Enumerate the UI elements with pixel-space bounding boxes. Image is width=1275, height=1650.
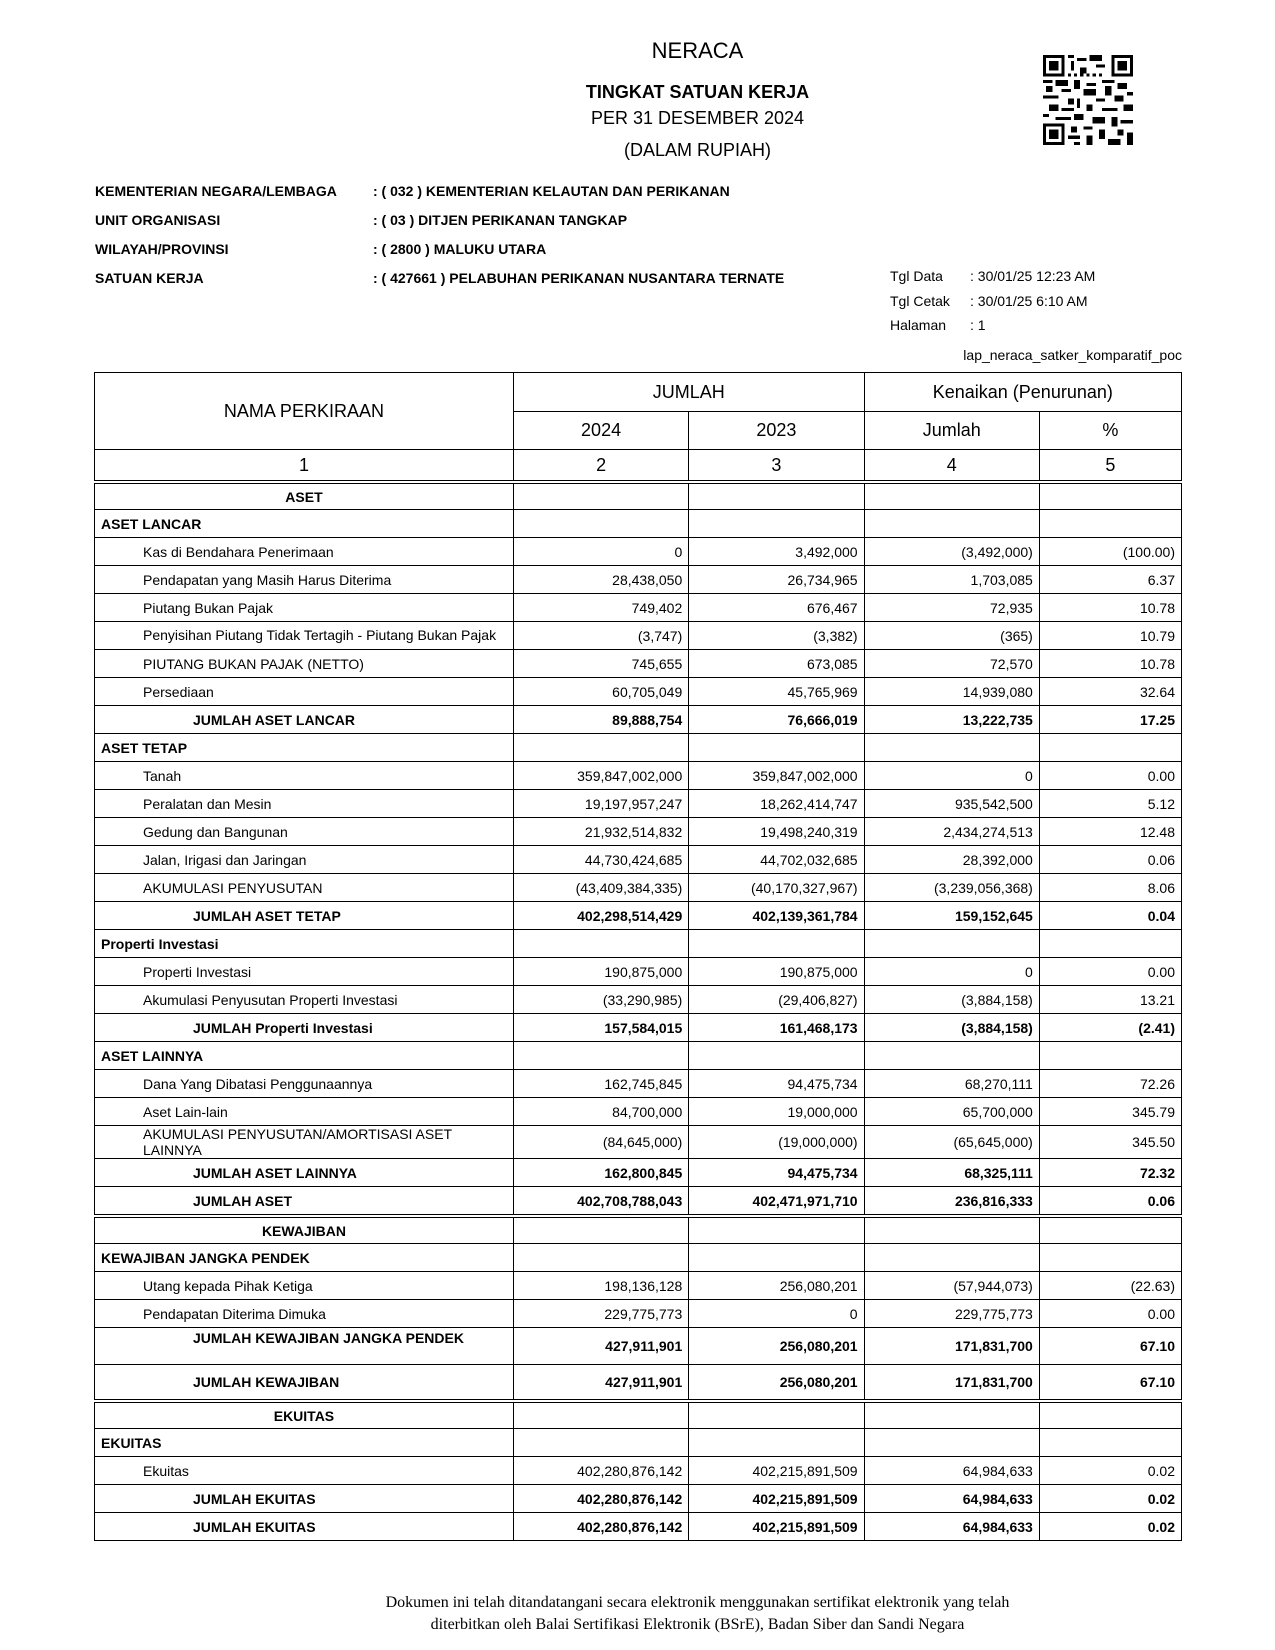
value-2023: 676,467 [689, 594, 864, 622]
value-2024: (43,409,384,335) [513, 874, 688, 902]
table-row [95, 538, 1182, 566]
value-2023: 190,875,000 [689, 958, 864, 986]
value-diff [864, 1244, 1039, 1272]
table-row [95, 1187, 1182, 1217]
value-2024: 229,775,773 [513, 1300, 688, 1328]
value-pct: 0.00 [1039, 762, 1181, 790]
value-diff: (65,645,000) [864, 1126, 1039, 1159]
value-diff: 68,325,111 [864, 1159, 1039, 1187]
value-2024: 157,584,015 [513, 1014, 688, 1042]
value-2024: 19,197,957,247 [513, 790, 688, 818]
value-2023: 673,085 [689, 650, 864, 678]
account-name: ASET LANCAR [95, 510, 514, 538]
value-2023: 94,475,734 [689, 1159, 864, 1187]
value-diff [864, 482, 1039, 510]
account-name: Utang kepada Pihak Ketiga [95, 1272, 514, 1300]
table-row [95, 566, 1182, 594]
value-2024: 402,280,876,142 [513, 1485, 688, 1513]
value-diff [864, 1429, 1039, 1457]
account-name: JUMLAH Properti Investasi [95, 1014, 514, 1042]
value-2023: 44,702,032,685 [689, 846, 864, 874]
account-name: PIUTANG BUKAN PAJAK (NETTO) [95, 650, 514, 678]
account-name: AKUMULASI PENYUSUTAN [95, 874, 514, 902]
header-kenaikan: Kenaikan (Penurunan) [864, 373, 1181, 412]
account-name: JUMLAH EKUITAS [95, 1513, 514, 1541]
value-2023: 402,215,891,509 [689, 1457, 864, 1485]
table-row [95, 678, 1182, 706]
account-name: Pendapatan Diterima Dimuka [95, 1300, 514, 1328]
value-2024: (3,747) [513, 622, 688, 650]
value-pct: 0.04 [1039, 902, 1181, 930]
value-diff: 171,831,700 [864, 1328, 1039, 1365]
account-name: Piutang Bukan Pajak [95, 594, 514, 622]
value-pct: 12.48 [1039, 818, 1181, 846]
value-2023: 256,080,201 [689, 1328, 864, 1365]
col-number-5: 5 [1039, 450, 1181, 483]
table-row [95, 1513, 1182, 1541]
value-pct: 0.00 [1039, 958, 1181, 986]
value-2023: 256,080,201 [689, 1272, 864, 1300]
value-2024: 402,280,876,142 [513, 1513, 688, 1541]
value-2024: 44,730,424,685 [513, 846, 688, 874]
value-diff: 68,270,111 [864, 1070, 1039, 1098]
value-2024: 162,800,845 [513, 1159, 688, 1187]
table-body [95, 482, 1182, 1541]
value-pct: 10.78 [1039, 650, 1181, 678]
table-row [95, 986, 1182, 1014]
value-diff: 171,831,700 [864, 1365, 1039, 1402]
table-row [95, 1159, 1182, 1187]
value-2024: 21,932,514,832 [513, 818, 688, 846]
value-pct: 0.02 [1039, 1457, 1181, 1485]
account-name: KEWAJIBAN [95, 1216, 514, 1244]
value-pct [1039, 1429, 1181, 1457]
value-2024: 402,298,514,429 [513, 902, 688, 930]
value-2024 [513, 1216, 688, 1244]
table-row [95, 818, 1182, 846]
value-2024: 0 [513, 538, 688, 566]
value-pct [1039, 510, 1181, 538]
value-2024: 427,911,901 [513, 1328, 688, 1365]
table-row [95, 1401, 1182, 1429]
table-row [95, 1126, 1182, 1159]
value-2023 [689, 1216, 864, 1244]
report-subtitle: TINGKAT SATUAN KERJA [585, 82, 810, 102]
value-pct [1039, 930, 1181, 958]
value-pct [1039, 1401, 1181, 1429]
value-pct: 13.21 [1039, 986, 1181, 1014]
account-name: Dana Yang Dibatasi Penggunaannya [95, 1070, 514, 1098]
value-pct: 0.00 [1039, 1300, 1181, 1328]
value-pct: (2.41) [1039, 1014, 1181, 1042]
value-diff: 236,816,333 [864, 1187, 1039, 1217]
value-2024: 427,911,901 [513, 1365, 688, 1402]
value-2023: 26,734,965 [689, 566, 864, 594]
value-pct [1039, 1216, 1181, 1244]
value-pct: 67.10 [1039, 1365, 1181, 1402]
table-row [95, 1300, 1182, 1328]
table-row [95, 650, 1182, 678]
value-diff: 64,984,633 [864, 1485, 1039, 1513]
value-pct: 10.78 [1039, 594, 1181, 622]
value-2023: 161,468,173 [689, 1014, 864, 1042]
table-row [95, 1042, 1182, 1070]
value-2023 [689, 510, 864, 538]
account-name: Penyisihan Piutang Tidak Tertagih - Piutang Bukan Pajak [95, 622, 514, 650]
value-diff [864, 510, 1039, 538]
value-pct: 5.12 [1039, 790, 1181, 818]
value-diff [864, 1216, 1039, 1244]
value-diff: 28,392,000 [864, 846, 1039, 874]
value-pct: 17.25 [1039, 706, 1181, 734]
value-2024: 190,875,000 [513, 958, 688, 986]
value-pct: 345.50 [1039, 1126, 1181, 1159]
value-diff: 229,775,773 [864, 1300, 1039, 1328]
account-name: JUMLAH ASET [95, 1187, 514, 1217]
value-2024 [513, 1244, 688, 1272]
account-name: ASET LAINNYA [95, 1042, 514, 1070]
table-row [95, 902, 1182, 930]
table-row [95, 930, 1182, 958]
value-pct [1039, 734, 1181, 762]
value-2024: 749,402 [513, 594, 688, 622]
account-name: JUMLAH EKUITAS [95, 1485, 514, 1513]
value-pct: 345.79 [1039, 1098, 1181, 1126]
value-pct: 8.06 [1039, 874, 1181, 902]
account-name: Properti Investasi [95, 930, 514, 958]
report-period: PER 31 DESEMBER 2024 [590, 108, 805, 128]
table-row [95, 1244, 1182, 1272]
header-2024: 2024 [513, 412, 688, 450]
value-pct: 72.32 [1039, 1159, 1181, 1187]
value-2024 [513, 1429, 688, 1457]
value-pct: 0.06 [1039, 846, 1181, 874]
value-2023: (40,170,327,967) [689, 874, 864, 902]
value-2024: (84,645,000) [513, 1126, 688, 1159]
account-name: JUMLAH ASET TETAP [95, 902, 514, 930]
table-row [95, 482, 1182, 510]
table-row [95, 1457, 1182, 1485]
value-diff: (57,944,073) [864, 1272, 1039, 1300]
value-2023: (29,406,827) [689, 986, 864, 1014]
value-pct: 32.64 [1039, 678, 1181, 706]
account-name: ASET TETAP [95, 734, 514, 762]
value-2024 [513, 734, 688, 762]
table-row [95, 1429, 1182, 1457]
table-row [95, 706, 1182, 734]
table-row [95, 1098, 1182, 1126]
account-name: Persediaan [95, 678, 514, 706]
value-diff: 65,700,000 [864, 1098, 1039, 1126]
value-diff: (365) [864, 622, 1039, 650]
value-diff: 64,984,633 [864, 1513, 1039, 1541]
value-diff [864, 1401, 1039, 1429]
value-diff: (3,492,000) [864, 538, 1039, 566]
col-number-1: 1 [95, 450, 514, 483]
value-2024: 89,888,754 [513, 706, 688, 734]
header-2023: 2023 [689, 412, 864, 450]
value-2024: 28,438,050 [513, 566, 688, 594]
value-diff: 1,703,085 [864, 566, 1039, 594]
account-name: AKUMULASI PENYUSUTAN/AMORTISASI ASET LAINNYA [95, 1126, 514, 1159]
value-2023: 3,492,000 [689, 538, 864, 566]
table-row [95, 1485, 1182, 1513]
value-diff [864, 930, 1039, 958]
value-diff: 64,984,633 [864, 1457, 1039, 1485]
account-name: Aset Lain-lain [95, 1098, 514, 1126]
value-2024 [513, 1042, 688, 1070]
table-row [95, 1328, 1182, 1365]
value-pct: 0.02 [1039, 1485, 1181, 1513]
col-number-3: 3 [689, 450, 864, 483]
value-2024: 198,136,128 [513, 1272, 688, 1300]
value-diff: 159,152,645 [864, 902, 1039, 930]
value-2023: 45,765,969 [689, 678, 864, 706]
col-number-4: 4 [864, 450, 1039, 483]
value-2024: 402,280,876,142 [513, 1457, 688, 1485]
signature-notice: Dokumen ini telah ditandatangani secara elektronik menggunakan sertifikat elektronik yang telah diterbitkan oleh Balai Sertifikasi Elektronik (BSrE), Badan Siber dan Sandi Negara [385, 1594, 1010, 1633]
table-row [95, 790, 1182, 818]
value-2023 [689, 734, 864, 762]
value-2024: 402,708,788,043 [513, 1187, 688, 1217]
table-row [95, 874, 1182, 902]
value-2023: 19,498,240,319 [689, 818, 864, 846]
value-pct [1039, 1244, 1181, 1272]
value-2023: 256,080,201 [689, 1365, 864, 1402]
table-row [95, 594, 1182, 622]
value-2023: (3,382) [689, 622, 864, 650]
table-row [95, 1365, 1182, 1402]
value-pct: (100.00) [1039, 538, 1181, 566]
account-name: Tanah [95, 762, 514, 790]
value-2023 [689, 930, 864, 958]
value-diff: (3,884,158) [864, 1014, 1039, 1042]
account-name: JUMLAH KEWAJIBAN [95, 1365, 514, 1402]
account-name: KEWAJIBAN JANGKA PENDEK [95, 1244, 514, 1272]
value-pct [1039, 1042, 1181, 1070]
header-nama-perkiraan: NAMA PERKIRAAN [95, 373, 514, 450]
value-pct: 6.37 [1039, 566, 1181, 594]
table-row [95, 734, 1182, 762]
report-currency: (DALAM RUPIAH) [623, 140, 771, 160]
account-name: EKUITAS [95, 1429, 514, 1457]
value-2023 [689, 1401, 864, 1429]
account-name: Kas di Bendahara Penerimaan [95, 538, 514, 566]
value-2023: 19,000,000 [689, 1098, 864, 1126]
account-name: JUMLAH KEWAJIBAN JANGKA PENDEK [95, 1328, 514, 1365]
value-2023 [689, 1244, 864, 1272]
table-row [95, 762, 1182, 790]
table-row [95, 1272, 1182, 1300]
value-diff: 0 [864, 762, 1039, 790]
qr-code-icon [1043, 55, 1133, 145]
account-name: JUMLAH ASET LAINNYA [95, 1159, 514, 1187]
account-name: ASET [95, 482, 514, 510]
report-code: lap_neraca_satker_komparatif_poc [963, 347, 1182, 363]
value-2023: 18,262,414,747 [689, 790, 864, 818]
value-2024 [513, 482, 688, 510]
header-jumlah: JUMLAH [513, 373, 864, 412]
table-row [95, 1014, 1182, 1042]
value-2024 [513, 510, 688, 538]
value-diff: 2,434,274,513 [864, 818, 1039, 846]
value-2023: 402,215,891,509 [689, 1485, 864, 1513]
value-diff: 14,939,080 [864, 678, 1039, 706]
table-row [95, 510, 1182, 538]
value-diff: (3,884,158) [864, 986, 1039, 1014]
value-diff [864, 734, 1039, 762]
report-title: NERACA [651, 38, 744, 63]
value-diff: (3,239,056,368) [864, 874, 1039, 902]
account-name: EKUITAS [95, 1401, 514, 1429]
value-diff [864, 1042, 1039, 1070]
col-number-2: 2 [513, 450, 688, 483]
value-pct: 0.02 [1039, 1513, 1181, 1541]
table-row [95, 1216, 1182, 1244]
value-2024: 745,655 [513, 650, 688, 678]
value-2023: 402,139,361,784 [689, 902, 864, 930]
value-2023: 76,666,019 [689, 706, 864, 734]
value-2024: (33,290,985) [513, 986, 688, 1014]
account-name: Akumulasi Penyusutan Properti Investasi [95, 986, 514, 1014]
account-name: Gedung dan Bangunan [95, 818, 514, 846]
value-2024: 60,705,049 [513, 678, 688, 706]
value-2023: 359,847,002,000 [689, 762, 864, 790]
header-kenaikan-pct: % [1039, 412, 1181, 450]
account-name: Ekuitas [95, 1457, 514, 1485]
value-diff: 935,542,500 [864, 790, 1039, 818]
value-pct: 0.06 [1039, 1187, 1181, 1217]
account-name: Pendapatan yang Masih Harus Diterima [95, 566, 514, 594]
value-pct: 67.10 [1039, 1328, 1181, 1365]
header-kenaikan-jumlah: Jumlah [864, 412, 1039, 450]
value-pct: 72.26 [1039, 1070, 1181, 1098]
value-pct: 10.79 [1039, 622, 1181, 650]
table-row [95, 846, 1182, 874]
value-2023: 94,475,734 [689, 1070, 864, 1098]
value-2023: 402,471,971,710 [689, 1187, 864, 1217]
value-diff: 72,935 [864, 594, 1039, 622]
value-pct [1039, 482, 1181, 510]
value-2024: 84,700,000 [513, 1098, 688, 1126]
value-pct: (22.63) [1039, 1272, 1181, 1300]
table-row [95, 622, 1182, 650]
value-2023 [689, 482, 864, 510]
account-name: Jalan, Irigasi dan Jaringan [95, 846, 514, 874]
value-diff: 72,570 [864, 650, 1039, 678]
value-2024: 162,745,845 [513, 1070, 688, 1098]
value-2023 [689, 1042, 864, 1070]
value-2023: 402,215,891,509 [689, 1513, 864, 1541]
value-2023 [689, 1429, 864, 1457]
value-2024: 359,847,002,000 [513, 762, 688, 790]
table-row [95, 958, 1182, 986]
balance-sheet-table [94, 372, 1182, 1541]
value-diff: 13,222,735 [864, 706, 1039, 734]
account-name: Peralatan dan Mesin [95, 790, 514, 818]
account-name: Properti Investasi [95, 958, 514, 986]
value-2024 [513, 1401, 688, 1429]
value-2024 [513, 930, 688, 958]
value-2023: 0 [689, 1300, 864, 1328]
account-name: JUMLAH ASET LANCAR [95, 706, 514, 734]
value-2023: (19,000,000) [689, 1126, 864, 1159]
value-diff: 0 [864, 958, 1039, 986]
table-row [95, 1070, 1182, 1098]
